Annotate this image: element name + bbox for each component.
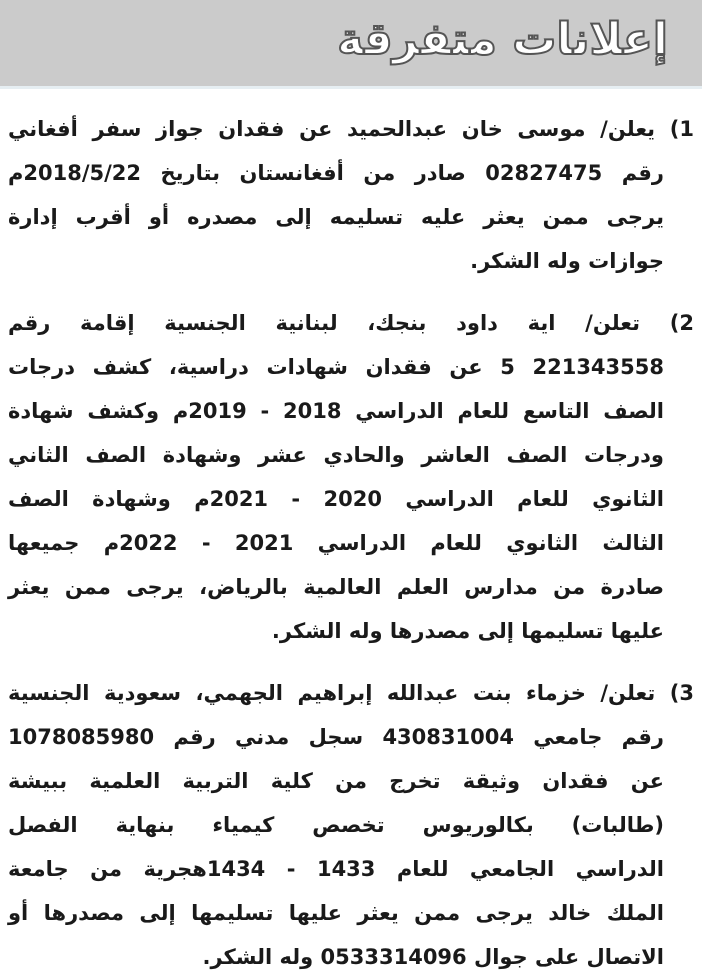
notice-number: 2) <box>669 311 695 335</box>
notice-line: ودرجات الصف العاشر والحادي عشر وشهادة الصف الثاني <box>8 443 664 467</box>
notice-line: الثالث الثانوي للعام الدراسي 2021 - 2022م جميعها <box>8 531 665 555</box>
notice-line: الدراسي الجامعي للعام 1433 - 1434هجرية من جامعة <box>8 857 665 881</box>
notice-line: عن فقدان وثيقة تخرج من كلية التربية العلمية ببيشة <box>8 769 664 793</box>
notice-line: الثانوي للعام الدراسي 2020 - 2021م وشهادة الصف <box>8 487 664 511</box>
notice-1 <box>0 107 702 283</box>
notice-line: يرجى ممن يعثر عليه تسليمه إلى مصدره أو أقرب إدارة <box>8 205 664 229</box>
notice-line: عليها تسليمها إلى مصدرها وله الشكر. <box>271 619 664 643</box>
notice-line: صادرة من مدارس العلم العالمية بالرياض، يرجى ممن يعثر <box>8 575 664 599</box>
notice-number: 3) <box>669 681 695 705</box>
notice-line: جوازات وله الشكر. <box>470 249 664 273</box>
notice-line: الصف التاسع للعام الدراسي 2018 - 2019م وكشف شهادة <box>8 399 664 423</box>
notice-line: 221343558 5 عن فقدان شهادات دراسية، كشف درجات <box>8 355 664 379</box>
notice-2 <box>0 301 702 653</box>
notice-number: 1) <box>669 117 694 141</box>
notice-3 <box>0 671 702 979</box>
notice-line: الملك خالد يرجى ممن يعثر عليها تسليمها إلى مصدرها أو <box>8 901 664 925</box>
section-title: إعلانات متفرقة <box>337 14 668 65</box>
notice-line: 1) يعلن/ موسى خان عبدالحميد عن فقدان جواز سفر أفغاني <box>8 117 694 141</box>
notice-line: الاتصال على جوال 0533314096 وله الشكر. <box>202 945 664 969</box>
section-header <box>0 0 702 89</box>
notice-line: 2) تعلن/ اية داود بنجك، لبنانية الجنسية إقامة رقم <box>8 311 695 335</box>
notice-line: (طالبات) بكالوريوس تخصص كيمياء بنهاية الفصل <box>8 813 664 837</box>
notice-line: رقم جامعي 430831004 سجل مدني رقم 1078085980 <box>8 725 664 749</box>
notice-line: رقم 02827475 صادر من أفغانستان بتاريخ 2018/5/22م <box>8 161 664 185</box>
notice-line: 3) تعلن/ خزماء بنت عبدالله إبراهيم الجهمي، سعودية الجنسية <box>8 681 695 705</box>
